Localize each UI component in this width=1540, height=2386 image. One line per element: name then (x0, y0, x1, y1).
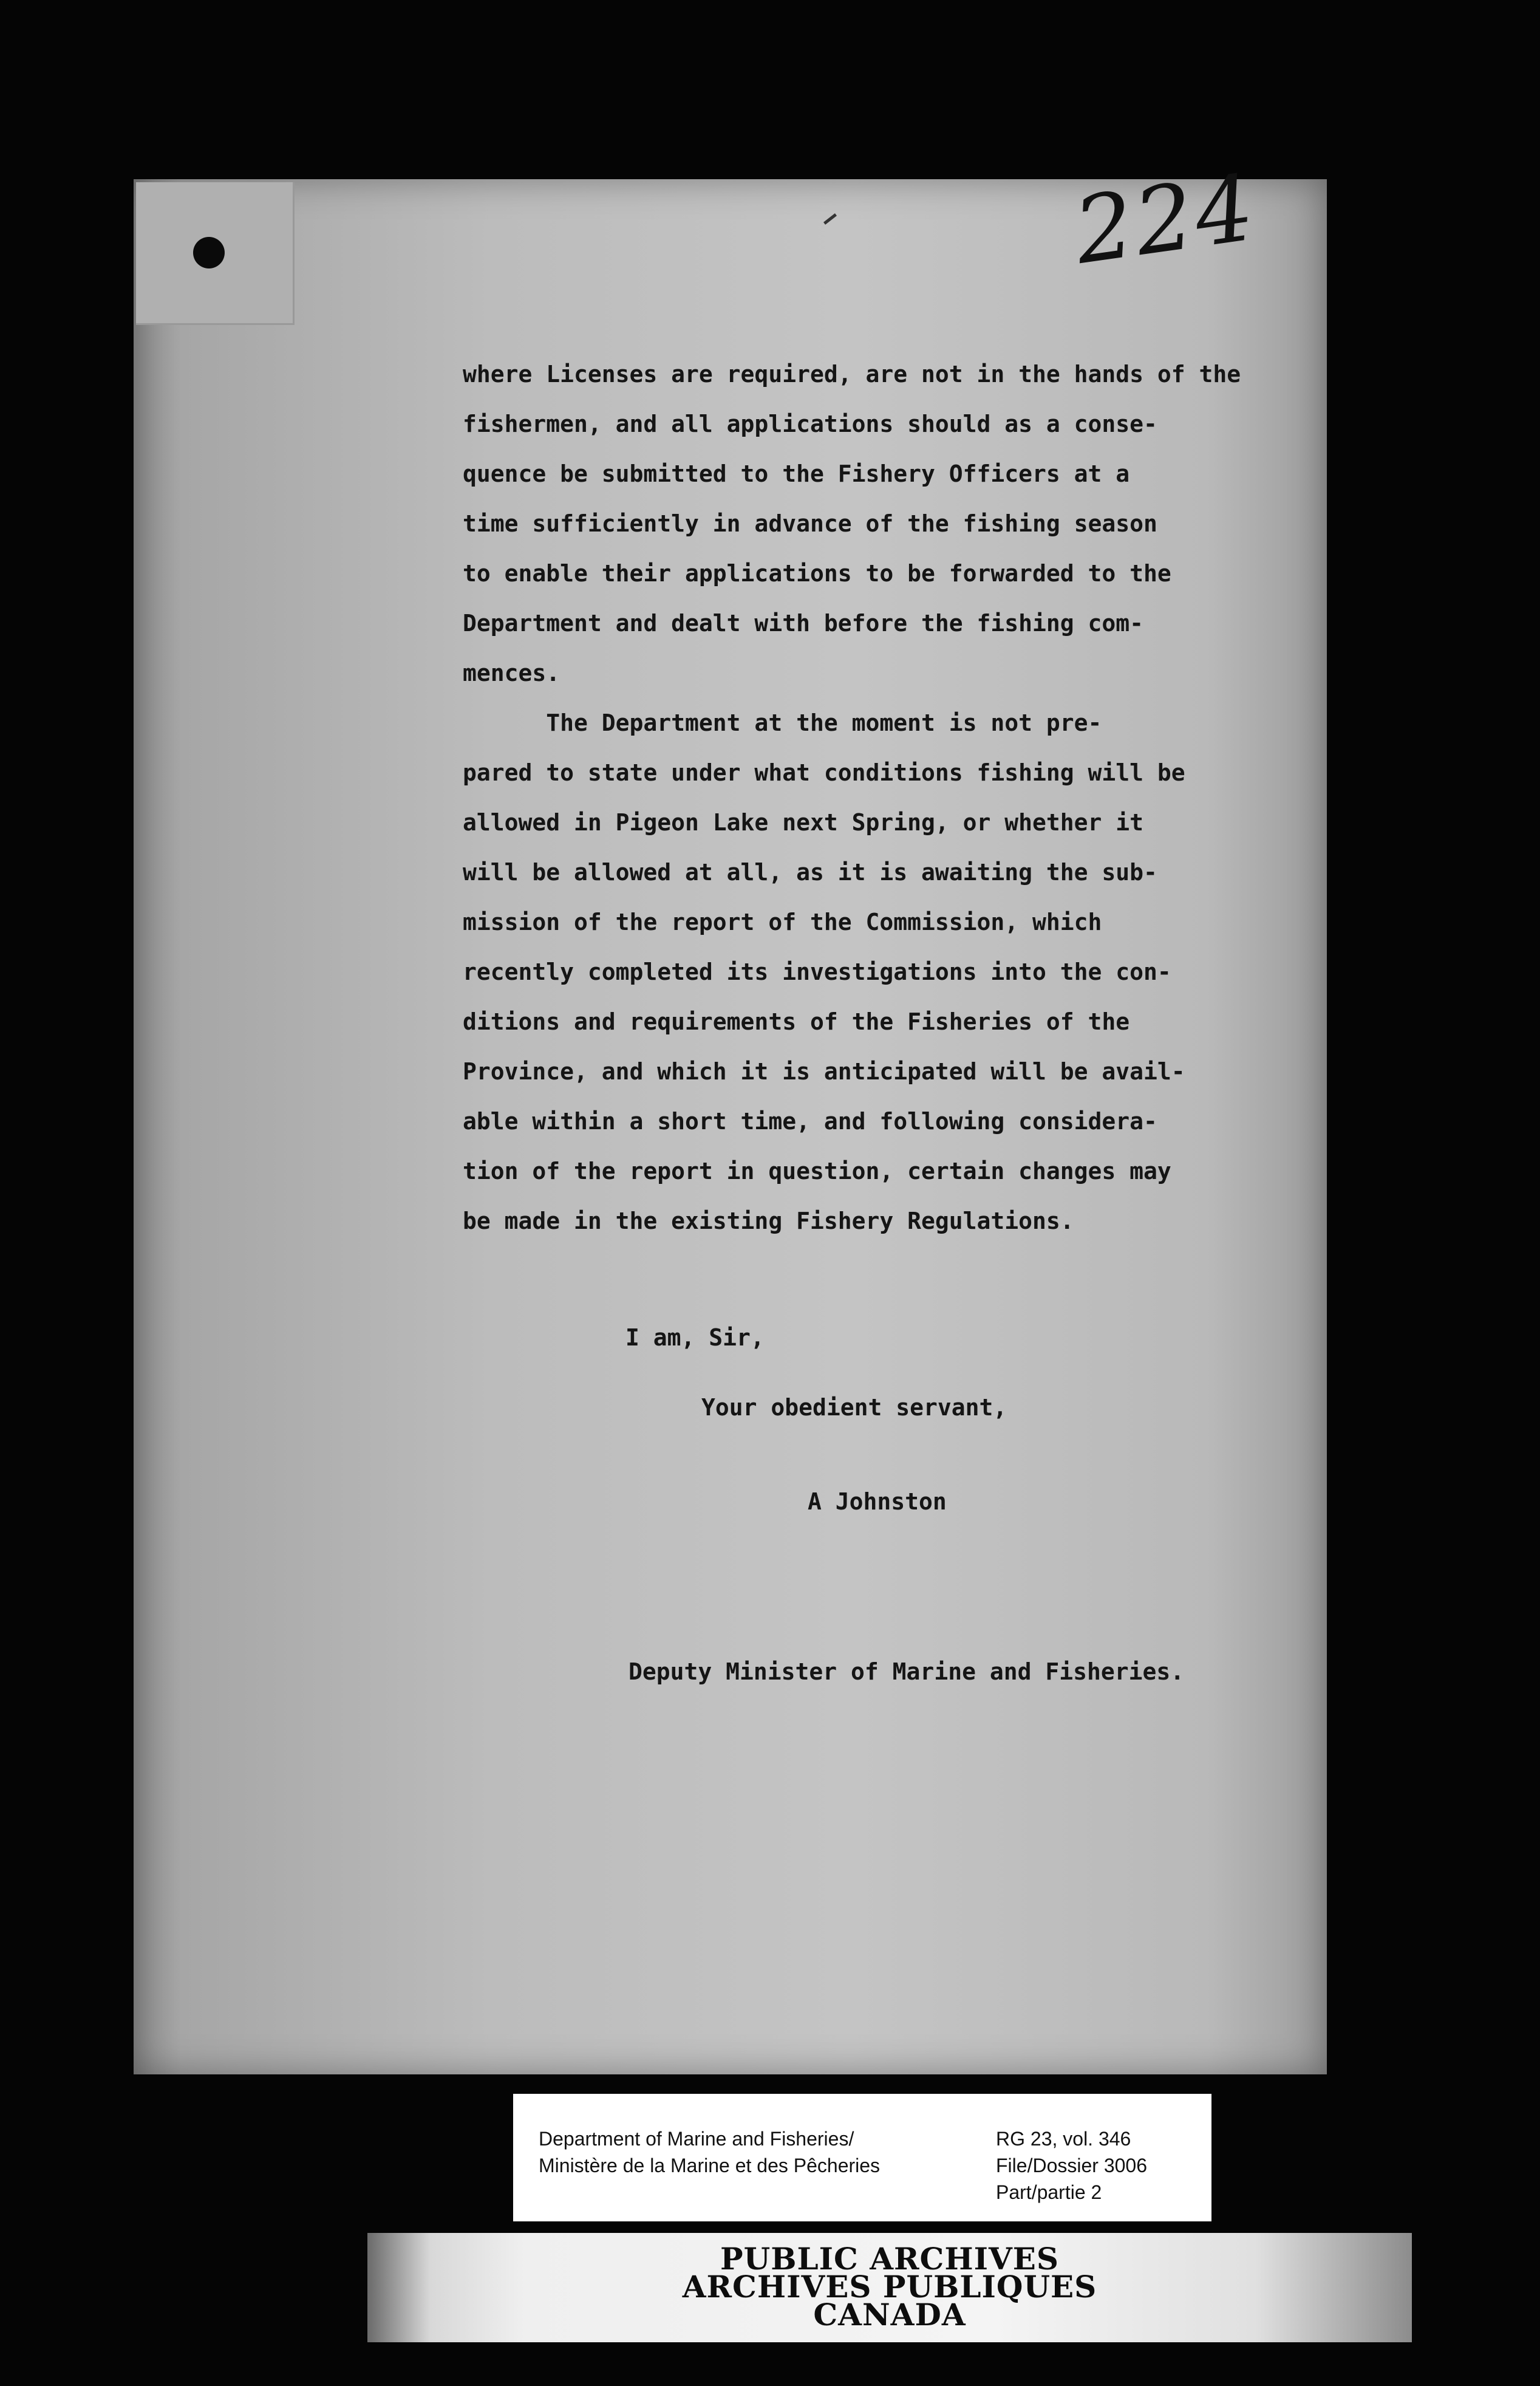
department-french: Ministère de la Marine et des Pêcheries (539, 2155, 881, 2176)
department-english: Department of Marine and Fisheries/ (539, 2128, 854, 2150)
body-line: tion of the report in question, certain changes may (463, 1158, 1171, 1184)
file-number: File/Dossier 3006 (996, 2155, 1147, 2176)
valediction: Your obedient servant, (701, 1394, 1007, 1421)
body-line: allowed in Pigeon Lake next Spring, or whether it (463, 809, 1144, 836)
punch-hole (193, 237, 225, 268)
stamp-line-english: PUBLIC ARCHIVES (720, 2241, 1059, 2277)
body-line: The Department at the moment is not pre- (463, 709, 1102, 736)
salutation: I am, Sir, (625, 1324, 765, 1351)
body-line: ditions and requirements of the Fisheries of the (463, 1008, 1130, 1035)
body-line: time sufficiently in advance of the fishing season (463, 510, 1157, 537)
part-number: Part/partie 2 (996, 2181, 1102, 2203)
archive-reference (996, 2125, 1147, 2206)
signatory-title: Deputy Minister of Marine and Fisheries. (629, 1658, 1185, 1685)
signature: A Johnston (808, 1488, 947, 1515)
archives-stamp (367, 2241, 1412, 2333)
body-line: Department and dealt with before the fishing com- (463, 610, 1144, 637)
stamp-line-french: ARCHIVES PUBLIQUES (682, 2269, 1097, 2305)
body-line: where Licenses are required, are not in the hands of the (463, 361, 1241, 388)
body-line: be made in the existing Fishery Regulations. (463, 1208, 1074, 1234)
archive-department (539, 2125, 880, 2179)
handwritten-page-number: 224 (1068, 155, 1262, 285)
body-line: mission of the report of the Commission, which (463, 909, 1102, 935)
body-line: mences. (463, 660, 560, 686)
archives-stamp-strip (367, 2233, 1412, 2342)
body-line: to enable their applications to be forwarded to the (463, 560, 1171, 587)
body-line: Province, and which it is anticipated will be avail- (463, 1058, 1185, 1085)
record-group: RG 23, vol. 346 (996, 2128, 1131, 2150)
letter-body (463, 349, 1313, 1246)
stamp-line-country: CANADA (813, 2297, 966, 2333)
body-line: fishermen, and all applications should as a conse- (463, 411, 1157, 437)
body-line: quence be submitted to the Fishery Officers at a (463, 460, 1130, 487)
archive-label-card (513, 2094, 1211, 2221)
body-line: will be allowed at all, as it is awaiting the sub- (463, 859, 1157, 886)
body-line: recently completed its investigations into the con- (463, 959, 1171, 985)
body-line: able within a short time, and following considera- (463, 1108, 1157, 1135)
body-line: pared to state under what conditions fishing will be (463, 759, 1185, 786)
